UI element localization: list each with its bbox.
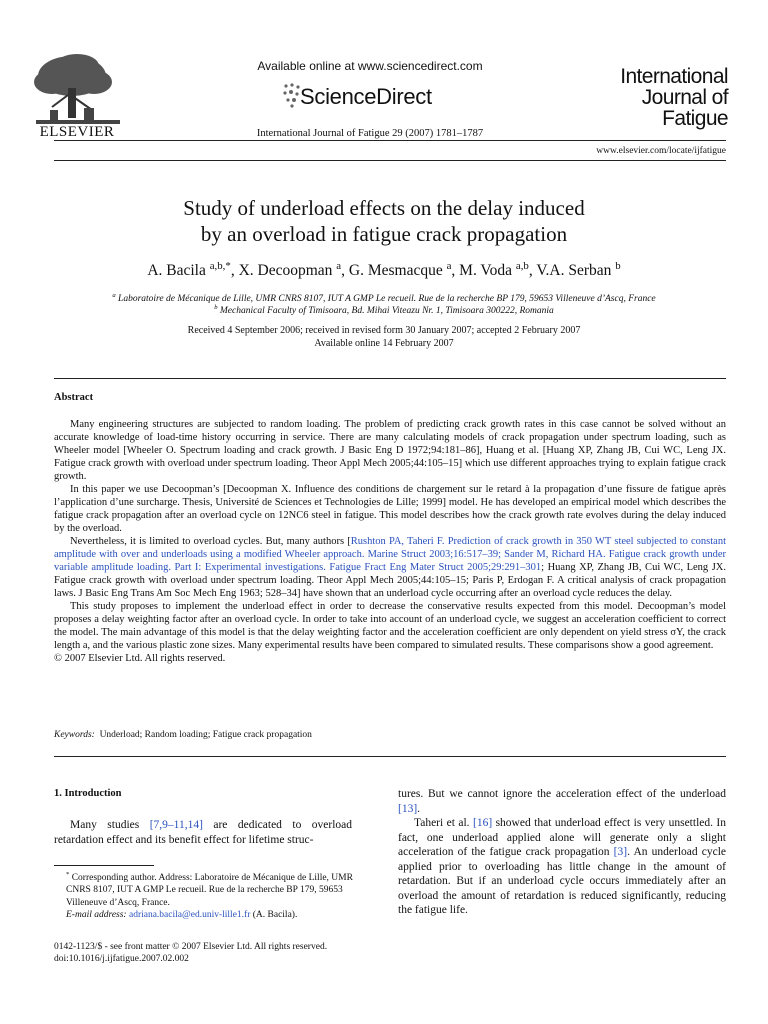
header-rule-bottom bbox=[54, 160, 726, 161]
body-paragraph bbox=[398, 816, 726, 918]
footnote-rule bbox=[54, 865, 154, 866]
section-heading: 1. Introduction bbox=[54, 788, 122, 799]
body-text: showed that underload effect is very unsettled. In fact, one underload applied alone will generate only a slight acceleration of the fatigue crack propagation bbox=[398, 817, 726, 858]
abstract-paragraph bbox=[54, 535, 726, 600]
body-paragraph bbox=[398, 787, 726, 816]
abstract-rule-top bbox=[54, 378, 726, 379]
elsevier-tree-logo bbox=[22, 52, 132, 128]
footnote-email-line bbox=[54, 909, 354, 921]
publisher-name: ELSEVIER bbox=[39, 124, 115, 140]
body-text: . An underload cycle applied prior to overloading has little change in the amount of retardation. But if an underload cycle occurs immediately after an overload the amount of retardation is reduced significantly, reducing the fatigue life. bbox=[398, 846, 726, 916]
journal-logo-line: Fatigue bbox=[662, 107, 728, 130]
author-affiliation-marker[interactable]: a bbox=[336, 260, 342, 272]
available-online-text: Available online at www.sciencedirect.com bbox=[257, 59, 483, 73]
affiliation-text: Laboratoire de Mécanique de Lille, UMR CNRS 8107, IUT A GMP Le recueil. Rue de la recherche BP 179, 59653 Villeneuve d’Ascq, France bbox=[118, 294, 656, 305]
citation-link[interactable]: [7,9–11,14] bbox=[149, 819, 203, 831]
abstract-heading: Abstract bbox=[54, 392, 94, 403]
footnote-marker: * bbox=[66, 871, 70, 878]
author-list: A. Bacila $^{a,b,*}$, X. Decoopman $^a$, G. Mesmacque $^a$, M. Voda $^{a,b}$, V.A. Serban $^b$ bbox=[147, 260, 621, 280]
journal-url[interactable]: www.elsevier.com/locate/ijfatigue bbox=[596, 146, 726, 156]
affiliation-b: $^b$ Mechanical Faculty of Timisoara, Bd. Mihai Viteazu Nr. 1, Timisoara 300222, Romania bbox=[214, 304, 554, 317]
abstract-text: In this paper we use Decoopman’s [Decoopman X. Influence des conditions de chargement sur le retard à la propagation d’une fissure de fatigue après l’application d’une surcharge. Thesis, Université de Sciences et Technologies de Lille; 1999] model. He has developed an empirical model which describes the fatigue crack propagation after an overload cycle on 12NC6 steel in fatigue. This model describes how the crack growth rate evolves during the delay induced by the overload. bbox=[54, 484, 726, 534]
sciencedirect-logo: ScienceDirect bbox=[300, 84, 432, 109]
journal-logo-line: International bbox=[620, 65, 728, 88]
abstract-text: ; Huang XP, Zhang JB, Cui WC, Leng JX. Fatigue crack growth with overload under spectrum loading. Theor Appl Mech 2005;44:105–15; Paris P, Erdogan F. A critical analysis of crack propagation laws. J Basic Eng Trans Am Soc Mech Eng 1963; 528–34] have shown that an underload cycle occurring after an overload cycle reduces the delay. bbox=[54, 562, 726, 599]
keywords bbox=[54, 730, 726, 740]
abstract-paragraph bbox=[54, 483, 726, 535]
journal-citation: International Journal of Fatigue 29 (2007) 1781–1787 bbox=[256, 128, 484, 139]
author-affiliation-marker[interactable]: b bbox=[615, 260, 621, 272]
article-title bbox=[80, 195, 688, 247]
journal-logo-line: Journal of bbox=[641, 86, 728, 109]
title-line: Study of underload effects on the delay induced bbox=[183, 196, 585, 220]
reference-link[interactable]: Rushton PA, Taheri F. Prediction of crack growth in 350 WT steel subjected to constant amplitude with over and underloads using a modified Wheeler approach. Marine Struct 2003;16:517–39; Sander M, Richard HA. Fatigue crack growth under variable amplitude loading. Part I: Experimental investigations. Fatigue Fract Eng Mater Struct 2005;29:291–301 bbox=[54, 536, 727, 573]
abstract-rule-bottom bbox=[54, 756, 726, 757]
journal-logo bbox=[600, 66, 728, 129]
title-line: by an overload in fatigue crack propagation bbox=[200, 222, 568, 246]
abstract-paragraph: This study proposes to implement the underload effect in order to decrease the conservative results expected from this model. Decoopman’s model proposes a delay weighting factor after an overload cycle. In order to take into account of an underload cycle, we suggest an acceleration coefficient to correct the model. The main advantage of this model is that the delay weighting factor and the acceleration coefficient are only dependent on yield stress σY, the crack length a, and the various plastic zone sizes. Many experimental results have been compared to simulated results. These comparisons show a good agreement. bbox=[54, 601, 726, 651]
abstract-text: Nevertheless, it is limited to overload cycles. But, many authors [ bbox=[70, 536, 351, 547]
body-text: . bbox=[417, 802, 421, 815]
body-text: are dedicated to overload retardation effect and its benefit effect for lifetime struc- bbox=[54, 819, 352, 846]
header-rule bbox=[54, 140, 726, 141]
affiliation-a: $^a$ Laboratoire de Mécanique de Lille, UMR CNRS 8107, IUT A GMP Le recueil. Rue de la recherche BP 179, 59653 Villeneuve d’Ascq, France bbox=[112, 292, 656, 305]
abstract-paragraph: Many engineering structures are subjected to random loading. The problem of predicting crack growth rates in this case cannot be solved without an accurate knowledge of load-time history occurring in service. There are many calculating models of crack propagation under spectrum loading, such as Wheeler model [Wheeler O. Spectrum loading and crack growth. J Basic Eng D 1972;94:181–86], Huang et al. [Huang XP, Zhang JB, Cui WC, Leng JX. Fatigue crack growth with overload under spectrum loading. Theor Appl Mech 2005;44:105–15] which use different approaches trying to explain fatigue crack growth. bbox=[54, 419, 726, 482]
abstract-body bbox=[54, 418, 726, 665]
footnote-text bbox=[54, 869, 354, 909]
footnote bbox=[54, 869, 354, 921]
front-matter bbox=[54, 941, 374, 965]
affiliation-text: Mechanical Faculty of Timisoara, Bd. Mihai Viteazu Nr. 1, Timisoara 300222, Romania bbox=[219, 306, 554, 317]
available-date: Available online 14 February 2007 bbox=[314, 338, 454, 349]
keywords-text: Underload; Random loading; Fatigue crack propagation bbox=[99, 730, 312, 740]
sciencedirect-dots-icon bbox=[282, 82, 302, 108]
body-text: Taheri et al. bbox=[414, 817, 473, 829]
email-suffix: (A. Bacila). bbox=[252, 909, 298, 920]
email-label: E-mail address: bbox=[66, 909, 127, 920]
email-link[interactable]: adriana.bacila@ed.univ-lille1.fr bbox=[128, 909, 251, 920]
author-name: A. Bacila bbox=[147, 262, 206, 280]
body-column-left bbox=[54, 818, 352, 847]
author-affiliation-marker[interactable]: a bbox=[446, 260, 452, 272]
citation-link[interactable]: [3] bbox=[613, 846, 628, 858]
author-name: M. Voda bbox=[459, 262, 512, 280]
body-paragraph bbox=[54, 818, 352, 847]
footnote-body: Corresponding author. Address: Laboratoire de Mécanique de Lille, UMR CNRS 8107, IUT A GMP Le recueil. Rue de la recherche BP 179, 59653 Villeneuve d’Ascq, France. bbox=[66, 873, 353, 908]
doi-line[interactable]: doi:10.1016/j.ijfatigue.2007.02.002 bbox=[54, 954, 189, 964]
author-affiliation-marker[interactable]: a,b bbox=[515, 260, 529, 272]
author-affiliation-marker[interactable]: a,b,* bbox=[209, 260, 231, 272]
issn-line: 0142-1123/$ - see front matter © 2007 Elsevier Ltd. All rights reserved. bbox=[54, 942, 328, 952]
citation-link[interactable]: [13] bbox=[398, 802, 418, 815]
author-name: V.A. Serban bbox=[536, 262, 612, 280]
body-text: tures. But we cannot ignore the acceleration effect of the underload bbox=[398, 788, 726, 800]
keywords-label: Keywords: bbox=[54, 730, 95, 740]
author-name: X. Decoopman bbox=[238, 262, 333, 280]
copyright-line: © 2007 Elsevier Ltd. All rights reserved. bbox=[54, 653, 226, 664]
citation-link[interactable]: [16] bbox=[472, 817, 493, 829]
body-text: Many studies bbox=[70, 819, 150, 831]
author-name: G. Mesmacque bbox=[348, 262, 443, 280]
body-column-right bbox=[398, 787, 726, 918]
received-dates: Received 4 September 2006; received in revised form 30 January 2007; accepted 2 February 2007 bbox=[187, 325, 581, 336]
